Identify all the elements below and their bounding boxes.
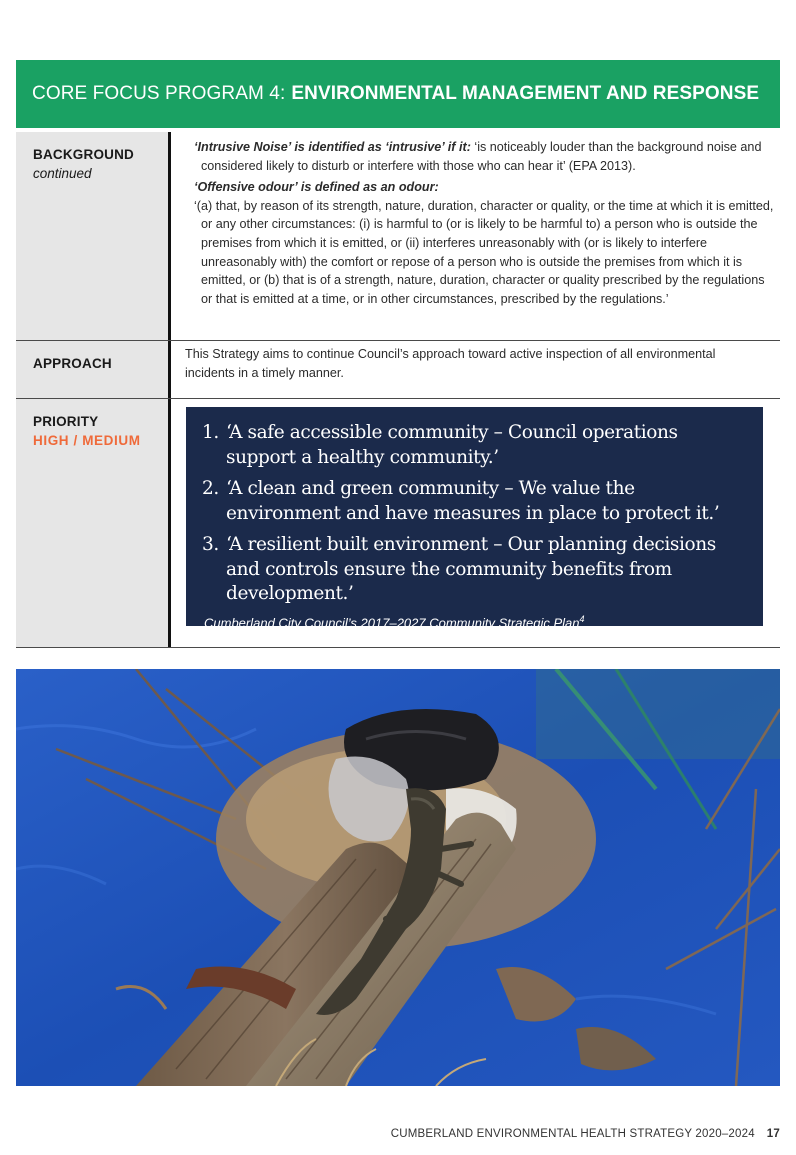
background-label-cell bbox=[16, 132, 168, 340]
column-divider bbox=[168, 341, 171, 398]
column-divider bbox=[168, 132, 171, 340]
citation-ref: 4 bbox=[579, 613, 585, 624]
quote-item bbox=[202, 477, 745, 526]
quote-citation bbox=[202, 614, 745, 630]
approach-label: APPROACH bbox=[33, 356, 112, 371]
water-dragon-litter-photo bbox=[16, 669, 780, 1086]
table-bottom-border bbox=[16, 647, 780, 648]
approach-content bbox=[185, 341, 776, 382]
banner-prefix: CORE FOCUS PROGRAM 4: bbox=[32, 83, 286, 104]
priority-label-cell bbox=[16, 399, 168, 647]
background-content bbox=[186, 132, 776, 308]
background-sublabel: continued bbox=[33, 166, 92, 181]
quote-number: 2. bbox=[202, 478, 219, 499]
photo-illustration bbox=[16, 669, 780, 1086]
quote-item bbox=[202, 421, 745, 470]
approach-row bbox=[16, 341, 780, 398]
quote-item bbox=[202, 533, 745, 607]
page-footer bbox=[391, 1128, 780, 1140]
intrusive-noise-definition: ‘is noticeably louder than the background noise and considered likely to disturb or interfere with those who can hear it’ (EPA 2013). bbox=[201, 140, 762, 173]
citation-text: Cumberland City Council’s 2017–2027 Community Strategic Plan bbox=[204, 614, 580, 630]
intrusive-noise-term: ‘Intrusive Noise’ is identified as ‘intrusive’ if it: bbox=[194, 140, 471, 154]
section-banner bbox=[16, 60, 780, 128]
page-number: 17 bbox=[766, 1128, 780, 1140]
footer-title: CUMBERLAND ENVIRONMENTAL HEALTH STRATEGY 2020–2024 bbox=[390, 1128, 755, 1140]
priority-level: HIGH / MEDIUM bbox=[33, 433, 141, 448]
quote-text: ‘A clean and green community – We value the environment and have measures in place to protect it.’ bbox=[226, 478, 720, 524]
intrusive-noise-paragraph bbox=[186, 138, 776, 175]
quote-number: 3. bbox=[202, 534, 219, 555]
quote-text: ‘A safe accessible community – Council operations support a healthy community.’ bbox=[226, 422, 678, 468]
background-row bbox=[16, 132, 780, 340]
offensive-odour-definition: ‘(a) that, by reason of its strength, nature, duration, character or quality, or the time at which it is emitted, or any other circumstances: (i) is harmful to (or is likely to be harmful to) a person who is outside the premises from which it is emitted, or (ii) interferes unreasonably with (or is likely to interfere unreasonably with) the comfort or repose of a person who is outside the premises from which it is emitted, or (b) that is of a strength, nature, duration, character or quality prescribed by the regulations or that is emitted at a time, or in other circumstances, prescribed by the regulations.’ bbox=[194, 198, 774, 306]
strategic-plan-quote-box bbox=[186, 407, 763, 630]
banner-title: ENVIRONMENTAL MANAGEMENT AND RESPONSE bbox=[291, 83, 760, 104]
background-label: BACKGROUND bbox=[33, 147, 134, 162]
quote-text: ‘A resilient built environment – Our planning decisions and controls ensure the community benefits from development.’ bbox=[226, 534, 716, 604]
offensive-odour-heading-paragraph bbox=[186, 178, 776, 197]
offensive-odour-term: ‘Offensive odour’ is defined as an odour: bbox=[194, 180, 439, 195]
priority-label: PRIORITY bbox=[33, 414, 99, 429]
quote-number: 1. bbox=[202, 422, 219, 443]
approach-text: This Strategy aims to continue Council’s approach toward active inspection of all environmental incidents in a timely manner. bbox=[185, 347, 716, 380]
column-divider bbox=[168, 399, 171, 647]
approach-label-cell bbox=[16, 341, 168, 398]
